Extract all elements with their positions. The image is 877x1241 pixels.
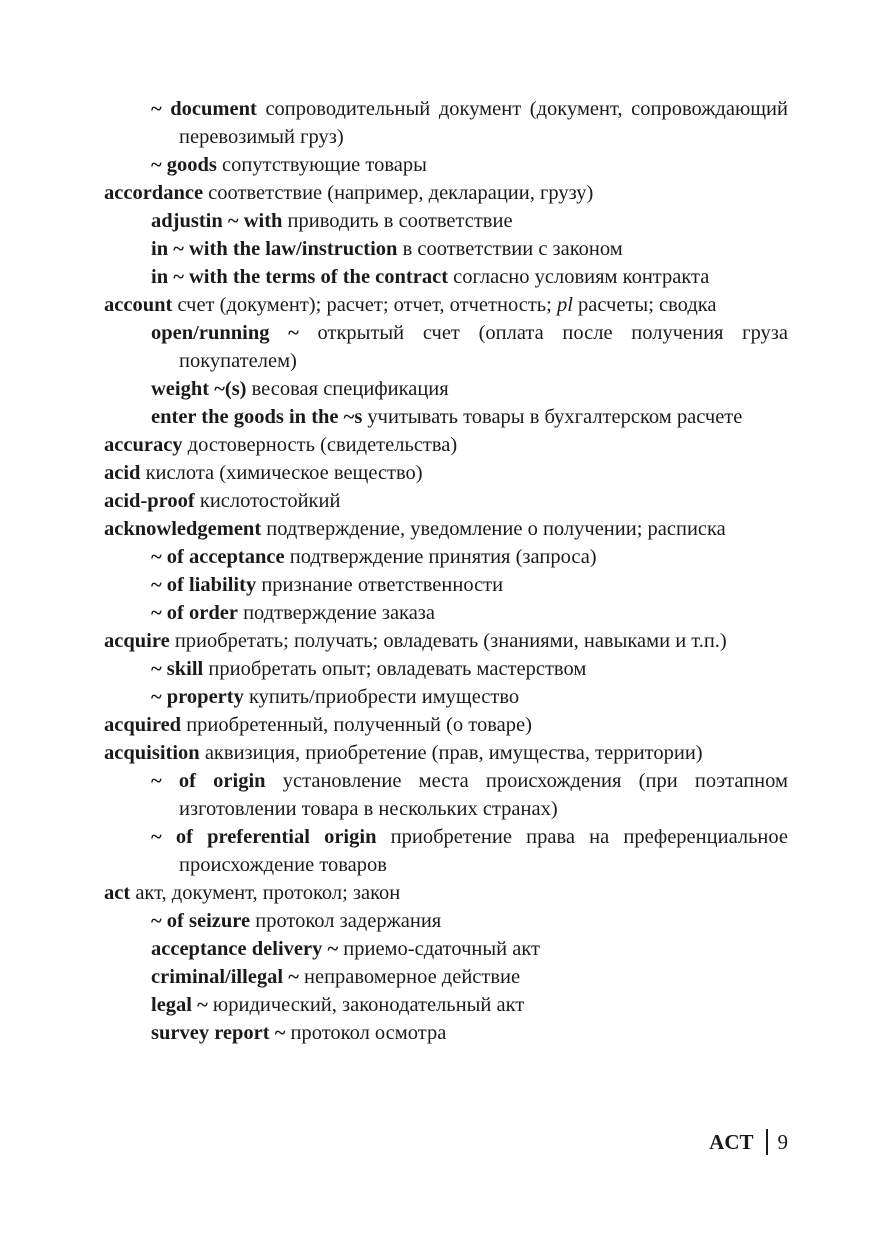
subentry: [104, 935, 788, 963]
entry: [104, 711, 788, 739]
subentry: [104, 151, 788, 179]
entry: [104, 179, 788, 207]
subentry-definition: весовая спецификация: [246, 378, 449, 400]
dictionary-page: [104, 95, 788, 1047]
entry-term: account: [104, 294, 173, 316]
subentry: [104, 907, 788, 935]
subentry-definition: протокол задержания: [250, 910, 442, 932]
entry-definition: приобретенный, полученный (о товаре): [181, 714, 532, 736]
subentry-definition: протокол осмотра: [285, 1022, 447, 1044]
entry: [104, 515, 788, 543]
subentry-definition: подтверждение заказа: [237, 602, 435, 624]
entry-term: acquire: [104, 630, 170, 652]
subentry: [104, 991, 788, 1019]
subentry-definition: сопутствующие товары: [216, 154, 427, 176]
subentry-term: acceptance delivery ~: [151, 938, 339, 960]
entry-definition: кислотостойкий: [194, 490, 341, 512]
subentry: [104, 823, 788, 879]
subentry-term: ~ of origin: [151, 770, 266, 792]
entry-definition: соответствие (например, декларации, грузу): [203, 182, 594, 204]
subentry: [104, 1019, 788, 1047]
running-head: ACT: [709, 1130, 754, 1154]
subentry: [104, 95, 788, 151]
subentry-definition: юридический, законодательный акт: [207, 994, 525, 1016]
entry-term: act: [104, 882, 131, 904]
subentry-definition: купить/приобрести имущество: [243, 686, 520, 708]
entry-term: accuracy: [104, 434, 183, 456]
subentry: [104, 683, 788, 711]
subentry-definition: учитывать товары в бухгалтерском расчете: [362, 406, 743, 428]
subentry-definition: приводить в соответствие: [282, 210, 513, 232]
subentry: [104, 571, 788, 599]
subentry-term: in ~ with the terms of the contract: [151, 266, 449, 288]
entry: [104, 431, 788, 459]
subentry: [104, 319, 788, 375]
entry: [104, 291, 788, 319]
subentry: [104, 655, 788, 683]
subentry-definition: приобретение права на преференциальное происхождение товаров: [179, 826, 789, 876]
subentry-term: ~ document: [151, 98, 257, 120]
subentry-definition: открытый счет (оплата после получения груза покупателем): [179, 322, 788, 372]
page-number: 9: [777, 1130, 788, 1154]
subentry-definition: согласно условиям контракта: [448, 266, 710, 288]
subentry-definition: неправомерное действие: [298, 966, 521, 988]
entry-definition: кислота (химическое вещество): [140, 462, 423, 484]
entry-definition: достоверность (свидетельства): [182, 434, 458, 456]
subentry-term: ~ of preferential origin: [151, 826, 377, 848]
entry-italic-abbrev: pl: [551, 294, 573, 316]
entry-term: acknowledgement: [104, 518, 262, 540]
subentry-term: ~ of seizure: [151, 910, 251, 932]
entry: [104, 487, 788, 515]
subentry-term: ~ property: [151, 686, 244, 708]
subentry-term: weight ~(s): [151, 378, 247, 400]
subentry-definition: в соответствии с законом: [397, 238, 623, 260]
subentry-term: in ~ with the law/instruction: [151, 238, 398, 260]
subentry: [104, 403, 788, 431]
subentry-term: adjustin ~ with: [151, 210, 283, 232]
subentry-term: enter the goods in the ~s: [151, 406, 363, 428]
subentry-term: survey report ~: [151, 1022, 286, 1044]
page-footer: [660, 1128, 788, 1156]
subentry-term: ~ skill: [151, 658, 204, 680]
subentry-definition: признание ответственности: [256, 574, 504, 596]
subentry-definition: сопроводительный документ (документ, сопровождающий перевозимый груз): [179, 98, 788, 148]
entry: [104, 739, 788, 767]
entry: [104, 627, 788, 655]
subentry-term: ~ of liability: [151, 574, 257, 596]
entry: [104, 459, 788, 487]
entry-term: acid-proof: [104, 490, 195, 512]
subentry-term: criminal/illegal ~: [151, 966, 299, 988]
entry-definition: счет (документ); расчет; отчет, отчетность;: [172, 294, 552, 316]
subentry-term: open/running ~: [151, 322, 299, 344]
entry-definition: приобретать; получать; овладевать (знаниями, навыками и т.п.): [169, 630, 727, 652]
entry-term: accordance: [104, 182, 204, 204]
subentry: [104, 963, 788, 991]
subentry: [104, 375, 788, 403]
subentry: [104, 767, 788, 823]
subentry: [104, 207, 788, 235]
subentry: [104, 235, 788, 263]
footer-divider: [766, 1129, 768, 1155]
entry-term: acquired: [104, 714, 182, 736]
subentry: [104, 543, 788, 571]
entry-definition: акт, документ, протокол; закон: [130, 882, 401, 904]
subentry-definition: подтверждение принятия (запроса): [284, 546, 597, 568]
subentry-term: ~ of acceptance: [151, 546, 285, 568]
entry-definition: аквизиция, приобретение (прав, имущества, территории): [199, 742, 703, 764]
entry-term: acquisition: [104, 742, 200, 764]
entry-definition: подтверждение, уведомление о получении; расписка: [261, 518, 726, 540]
subentry-definition: приобретать опыт; овладевать мастерством: [203, 658, 587, 680]
subentry-definition: установление места происхождения (при поэтапном изготовлении товара в нескольких странах): [179, 770, 788, 820]
entry: [104, 879, 788, 907]
subentry-definition: приемо-сдаточный акт: [338, 938, 540, 960]
subentry: [104, 263, 788, 291]
entry-term: acid: [104, 462, 141, 484]
subentry: [104, 599, 788, 627]
subentry-term: ~ of order: [151, 602, 238, 624]
subentry-term: legal ~: [151, 994, 208, 1016]
entry-definition-cont: расчеты; сводка: [572, 294, 717, 316]
subentry-term: ~ goods: [151, 154, 217, 176]
